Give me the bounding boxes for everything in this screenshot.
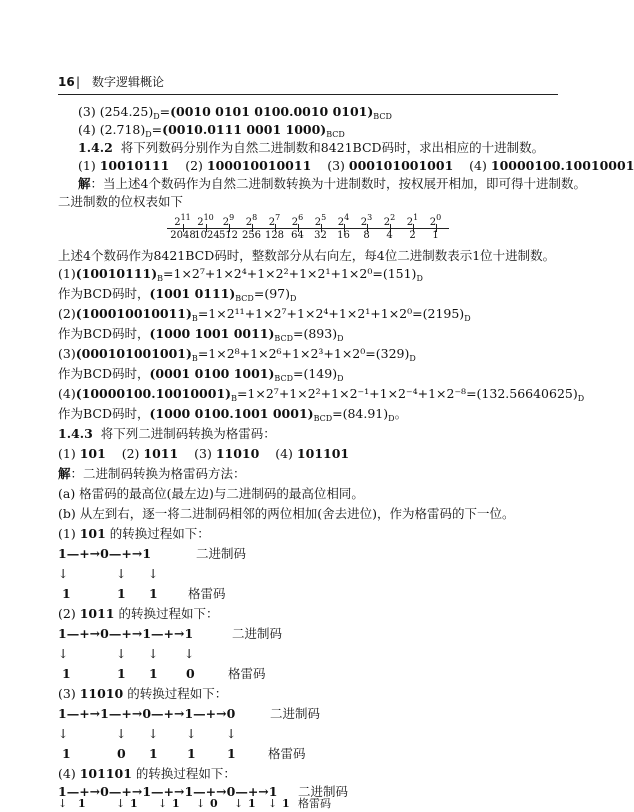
weight-exp-1: $2^1$ [406,213,419,228]
down-arrow: ↓ [268,797,278,810]
example-4-title: (4) 101101 的转换过程如下： [58,766,236,781]
solution-1-4-3: 解：二进制码转换为格雷码方法： [58,466,246,481]
gray-bit: 1 [117,586,126,601]
solution-1-4-2-line1: 解：当上述4个数码作为自然二进制数转换为十进制数时，按权展开相加，即可得十进制数。 [78,176,586,191]
gray-bit: 1 [149,746,158,761]
example-3-binary-label: 二进制码 [270,706,321,721]
weight-value: 128 [264,230,285,241]
method-b: (b) 从左到右，逐一将二进制码相邻的两位相加(舍去进位)，作为格雷码的下一位。 [58,506,515,521]
weight-exp-4: $2^4$ [337,213,350,228]
down-arrow: ↓ [116,646,127,661]
down-arrow: ↓ [58,726,69,741]
problem-1-4-3-items: (1) 101 (2) 1011 (3) 11010 (4) 101101 [58,446,350,461]
weight-value: 512 [218,230,239,241]
down-arrow: ↓ [116,726,127,741]
gray-bit: 1 [227,746,236,761]
weight-exp-9: $2^9$ [222,213,235,228]
down-arrow: ↓ [234,797,244,810]
prev-item-4: (4) $(2.718)_D=(0010.0111$ 0001 $1000)_{BCD}$ [78,122,345,139]
problem-1-4-2-items: (1) 10010111 (2) 100010010011 (3) 000101001001 (4) 10000100.10010001 [78,158,634,173]
gray-bit: 1 [62,746,71,761]
gray-bit: 0 [186,666,195,681]
bcd-intro: 上述4个数码作为8421BCD码时，整数部分从右向左，每4位二进制数表示1位十进制数。 [58,248,556,263]
weight-exp-11: $2^{11}$ [174,213,191,228]
weight-value: 16 [337,230,350,241]
example-2-gray-label: 格雷码 [228,666,266,681]
gray-bit: 1 [282,797,290,810]
down-arrow: ↓ [148,646,159,661]
solution-1-4-2-line2: 二进制数的位权表如下 [58,194,184,209]
gray-bit: 1 [62,666,71,681]
gray-bit: 1 [187,746,196,761]
weight-value: 1 [432,230,439,241]
book-title: 数字逻辑概论 [92,75,165,89]
weight-exp-3: $2^3$ [360,213,373,228]
weight-exp-2: $2^2$ [383,213,396,228]
problem-1-4-2-question: 1.4.2 将下列数码分别作为自然二进制数和8421BCD码时，求出相应的十进制数。 [78,140,545,155]
result-4-binary: $(4)(10000100.10010001)_B=1\times 2^7+1\times 2^2+1\times 2^{-1}+1\times 2^{-4}+1\times 2^{-8}=(132.56640625)_D$ [58,386,585,403]
gray-bit: 1 [117,666,126,681]
example-2-title: (2) 1011 的转换过程如下： [58,606,219,621]
example-1-binary-row: 1—+→0—+→1 [58,546,152,561]
down-arrow: ↓ [58,646,69,661]
weight-exp-0: $2^0$ [429,213,442,228]
example-4-binary-label: 二进制码 [298,784,349,799]
weight-value: 4 [386,230,393,241]
down-arrow: ↓ [58,566,69,581]
down-arrow: ↓ [148,566,159,581]
gray-bit: 0 [117,746,126,761]
example-4-gray-label: 格雷码 [298,797,331,810]
header-rule [58,94,558,95]
gray-bit: 1 [130,797,138,810]
method-a: (a) 格雷码的最高位(最左边)与二进制码的最高位相同。 [58,486,364,501]
result-3-bcd: 作为BCD码时，(0001 0100 $1001)_{BCD}=(149)_D$ [58,366,344,383]
example-1-title: (1) 101 的转换过程如下： [58,526,210,541]
down-arrow: ↓ [184,646,195,661]
prev-item-3: (3) $(254.25)_D=(0010$ 0101 0100.0010 $0101)_{BCD}$ [78,104,392,121]
binary-weight-table [167,212,449,244]
down-arrow: ↓ [186,726,197,741]
result-3-binary: $(3)(000101001001)_B=1\times 2^8+1\times 2^6+1\times 2^3+1\times 2^0=(329)_D$ [58,346,416,363]
down-arrow: ↓ [116,566,127,581]
problem-1-4-3-question: 1.4.3 将下列二进制码转换为格雷码： [58,426,276,441]
down-arrow: ↓ [196,797,206,810]
weight-exp-8: $2^8$ [245,213,258,228]
gray-bit: 1 [62,586,71,601]
example-3-title: (3) 11010 的转换过程如下： [58,686,228,701]
example-1-gray-label: 格雷码 [188,586,226,601]
weight-value: 256 [241,230,262,241]
down-arrow: ↓ [116,797,126,810]
weight-exp-5: $2^5$ [314,213,327,228]
gray-bit: 1 [248,797,256,810]
page-number: 16 [58,75,75,89]
result-2-bcd: 作为BCD码时，(1000 1001 $0011)_{BCD}=(893)_D$ [58,326,344,343]
example-2-binary-row: 1—+→0—+→1—+→1 [58,626,194,641]
result-1-bcd: 作为BCD码时，(1001 $0111)_{BCD}=(97)_D$ [58,286,297,303]
down-arrow: ↓ [158,797,168,810]
gray-bit: 1 [149,586,158,601]
result-1-binary: $(1)(10010111)_B=1\times 2^7+1\times 2^4+1\times 2^2+1\times 2^1+1\times 2^0=(151)_D$ [58,266,423,283]
result-4-bcd: 作为BCD码时，(1000 0100.1001 $0001)_{BCD}=(84.91)_D$。 [58,406,408,423]
down-arrow: ↓ [148,726,159,741]
gray-bit: 1 [78,797,86,810]
header-separator: | [76,75,81,89]
example-2-binary-label: 二进制码 [232,626,283,641]
down-arrow: ↓ [226,726,237,741]
example-1-binary-label: 二进制码 [196,546,247,561]
gray-bit: 0 [210,797,218,810]
down-arrow: ↓ [58,797,68,810]
weight-value: 2 [409,230,416,241]
weight-exp-10: $2^{10}$ [197,213,214,228]
result-2-binary: $(2)(100010010011)_B=1\times 2^{11}+1\times 2^7+1\times 2^4+1\times 2^1+1\times 2^0=(2195)_D$ [58,306,471,323]
weight-value: 32 [314,230,327,241]
gray-bit: 1 [149,666,158,681]
weight-value: 2048 [170,230,196,241]
example-3-gray-label: 格雷码 [268,746,306,761]
weight-exp-7: $2^7$ [268,213,281,228]
example-4-binary-row: 1—+→0—+→1—+→1—+→0—+→1 [58,784,278,799]
weight-exp-6: $2^6$ [291,213,304,228]
gray-bit: 1 [172,797,180,810]
example-3-binary-row: 1—+→1—+→0—+→1—+→0 [58,706,236,721]
weight-value: 1024 [194,230,220,241]
weight-value: 64 [291,230,304,241]
weight-value: 8 [363,230,370,241]
